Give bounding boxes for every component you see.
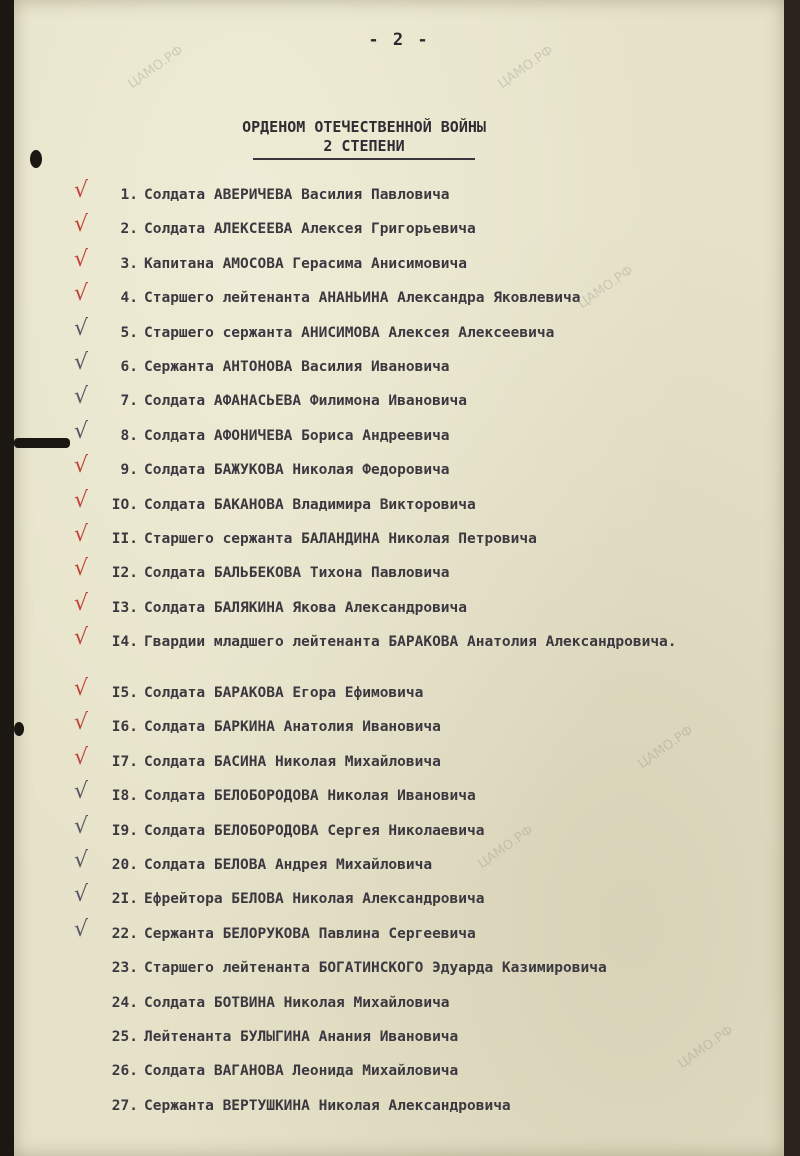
list-item: [14, 676, 784, 718]
item-number: 8.: [120, 427, 138, 444]
item-number: 20.: [111, 857, 138, 874]
item-number: 25.: [111, 1028, 138, 1045]
item-text: Солдата БАЖУКОВА Николая Федоровича: [144, 462, 450, 479]
list-item: [14, 848, 784, 890]
item-number: 7.: [120, 393, 138, 410]
watermark-text: ЦАМО.РФ: [575, 263, 637, 312]
checkmark-icon: √: [74, 813, 89, 839]
item-number: 22.: [111, 925, 138, 942]
document-page: [14, 0, 784, 1156]
checkmark-icon: √: [74, 487, 89, 513]
item-number: I3.: [111, 599, 138, 616]
item-number: I5.: [111, 685, 138, 702]
list-item: [14, 246, 784, 289]
list-item: [14, 453, 784, 495]
item-text: Солдата БАЛЯКИНА Якова Александровича: [144, 599, 468, 616]
list-item: [14, 487, 784, 530]
list-item: [14, 994, 784, 1028]
list-item: [14, 779, 784, 821]
item-number: 4.: [120, 290, 138, 307]
item-text: Сержанта АНТОНОВА Василия Ивановича: [144, 358, 450, 375]
checkmark-icon: √: [74, 676, 89, 702]
item-text: Солдата ВАГАНОВА Леонида Михайловича: [144, 1063, 459, 1080]
checkmark-icon: √: [74, 315, 89, 341]
item-text: Солдата БАЛЬБЕКОВА Тихона Павловича: [144, 565, 450, 582]
checkmark-icon: √: [74, 453, 89, 479]
item-text: Солдата АФОНИЧЕВА Бориса Андреевича: [144, 427, 450, 444]
item-text: Солдата БЕЛОБОРОДОВА Николая Ивановича: [144, 788, 476, 805]
item-text: Солдата БАКАНОВА Владимира Викторовича: [144, 496, 476, 513]
list-item: [14, 916, 784, 959]
item-text: Старшего лейтенанта АНАНЬИНА Александра Яковлевича: [144, 290, 581, 307]
checkmark-icon: √: [74, 556, 89, 582]
checkmark-icon: √: [74, 281, 89, 307]
item-number: I4.: [111, 634, 138, 651]
checkmark-icon: √: [74, 246, 89, 272]
item-text: Солдата АЛЕКСЕЕВА Алексея Григорьевича: [144, 221, 476, 238]
item-text: Старшего лейтенанта БОГАТИНСКОГО Эдуарда Казимировича: [144, 960, 607, 977]
item-text: Сержанта БЕЛОРУКОВА Павлина Сергеевича: [144, 925, 476, 942]
list-item: [14, 384, 784, 426]
checkmark-icon: √: [74, 349, 89, 375]
heading-line-2: 2 СТЕПЕНИ: [253, 137, 474, 160]
checkmark-icon: √: [74, 521, 89, 547]
page-number: - 2 -: [368, 30, 430, 50]
item-number: IO.: [111, 496, 138, 513]
list-item: [14, 315, 784, 358]
checkmark-icon: √: [74, 418, 89, 444]
checkmark-icon: √: [74, 178, 89, 203]
heading-line-1: ОРДЕНОМ ОТЕЧЕСТВЕННОЙ ВОЙНЫ: [242, 118, 486, 136]
list-item: [14, 1062, 784, 1096]
item-number: 23.: [111, 960, 138, 977]
list-item: [14, 1097, 784, 1131]
list-item: [14, 212, 784, 254]
checkmark-icon: √: [74, 625, 89, 651]
item-text: Солдата БАСИНА Николая Михайловича: [144, 753, 441, 770]
item-number: 3.: [120, 255, 138, 272]
item-number: 2I.: [111, 891, 138, 908]
checkmark-icon: √: [74, 848, 89, 874]
item-number: I9.: [111, 822, 138, 839]
document-heading: [204, 118, 524, 160]
checkmark-icon: √: [74, 882, 89, 908]
watermark-text: ЦАМО.РФ: [675, 1023, 737, 1072]
list-item: [14, 521, 784, 564]
list-item: [14, 349, 784, 392]
item-number: I7.: [111, 753, 138, 770]
checkmark-icon: √: [74, 384, 89, 410]
list-item: [14, 882, 784, 924]
list-item: [14, 418, 784, 461]
ink-blot: [14, 438, 70, 448]
list-item: [14, 959, 784, 993]
checkmark-icon: √: [74, 779, 89, 805]
list-item: [14, 1028, 784, 1062]
item-number: I2.: [111, 565, 138, 582]
item-number: 6.: [120, 358, 138, 375]
item-number: 27.: [111, 1097, 138, 1114]
checkmark-icon: √: [74, 744, 89, 770]
item-number: 9.: [120, 462, 138, 479]
ink-blot: [30, 150, 42, 168]
item-number: 24.: [111, 994, 138, 1011]
checkmark-icon: √: [74, 916, 89, 942]
item-number: 26.: [111, 1063, 138, 1080]
item-number: I8.: [111, 788, 138, 805]
item-number: II.: [111, 530, 138, 547]
checkmark-icon: √: [74, 710, 89, 736]
item-text: Ефрейтора БЕЛОВА Николая Александровича: [144, 891, 485, 908]
item-text: Старшего сержанта БАЛАНДИНА Николая Петровича: [144, 530, 537, 547]
list-item: [14, 625, 784, 684]
checkmark-icon: √: [74, 212, 89, 238]
item-text: Солдата БОТВИНА Николая Михайловича: [144, 994, 450, 1011]
item-text: Сержанта ВЕРТУШКИНА Николая Александровича: [144, 1097, 511, 1114]
watermark-text: ЦАМО.РФ: [495, 43, 557, 92]
watermark-text: ЦАМО.РФ: [475, 823, 537, 872]
item-text: Лейтенанта БУЛЫГИНА Анания Ивановича: [144, 1028, 459, 1045]
award-list: [14, 178, 784, 1131]
item-text: Солдата АФАНАСЬЕВА Филимона Ивановича: [144, 393, 468, 410]
list-item: [14, 813, 784, 856]
page-edge: [784, 0, 800, 1156]
checkmark-icon: √: [74, 590, 89, 616]
item-text: Солдата БАРАКОВА Егора Ефимовича: [144, 685, 424, 702]
item-text: Капитана АМОСОВА Герасима Анисимовича: [144, 255, 468, 272]
ink-blot: [14, 722, 24, 736]
watermark-text: ЦАМО.РФ: [635, 723, 697, 772]
list-item: [14, 590, 784, 633]
item-text: Солдата АВЕРИЧЕВА Василия Павловича: [144, 187, 450, 203]
watermark-text: ЦАМО.РФ: [125, 43, 187, 92]
item-text: Старшего сержанта АНИСИМОВА Алексея Алексеевича: [144, 324, 555, 341]
list-item: [14, 178, 784, 220]
item-number: 2.: [120, 221, 138, 238]
item-text: Гвардии младшего лейтенанта БАРАКОВА Анатолия Александровича.: [144, 634, 677, 651]
list-item: [14, 710, 784, 752]
item-number: I6.: [111, 719, 138, 736]
item-text: Солдата БЕЛОБОРОДОВА Сергея Николаевича: [144, 822, 485, 839]
item-text: Солдата БЕЛОВА Андрея Михайловича: [144, 857, 433, 874]
item-text: Солдата БАРКИНА Анатолия Ивановича: [144, 719, 441, 736]
item-number: 5.: [120, 324, 138, 341]
item-number: 1.: [120, 187, 138, 203]
list-item: [14, 556, 784, 598]
